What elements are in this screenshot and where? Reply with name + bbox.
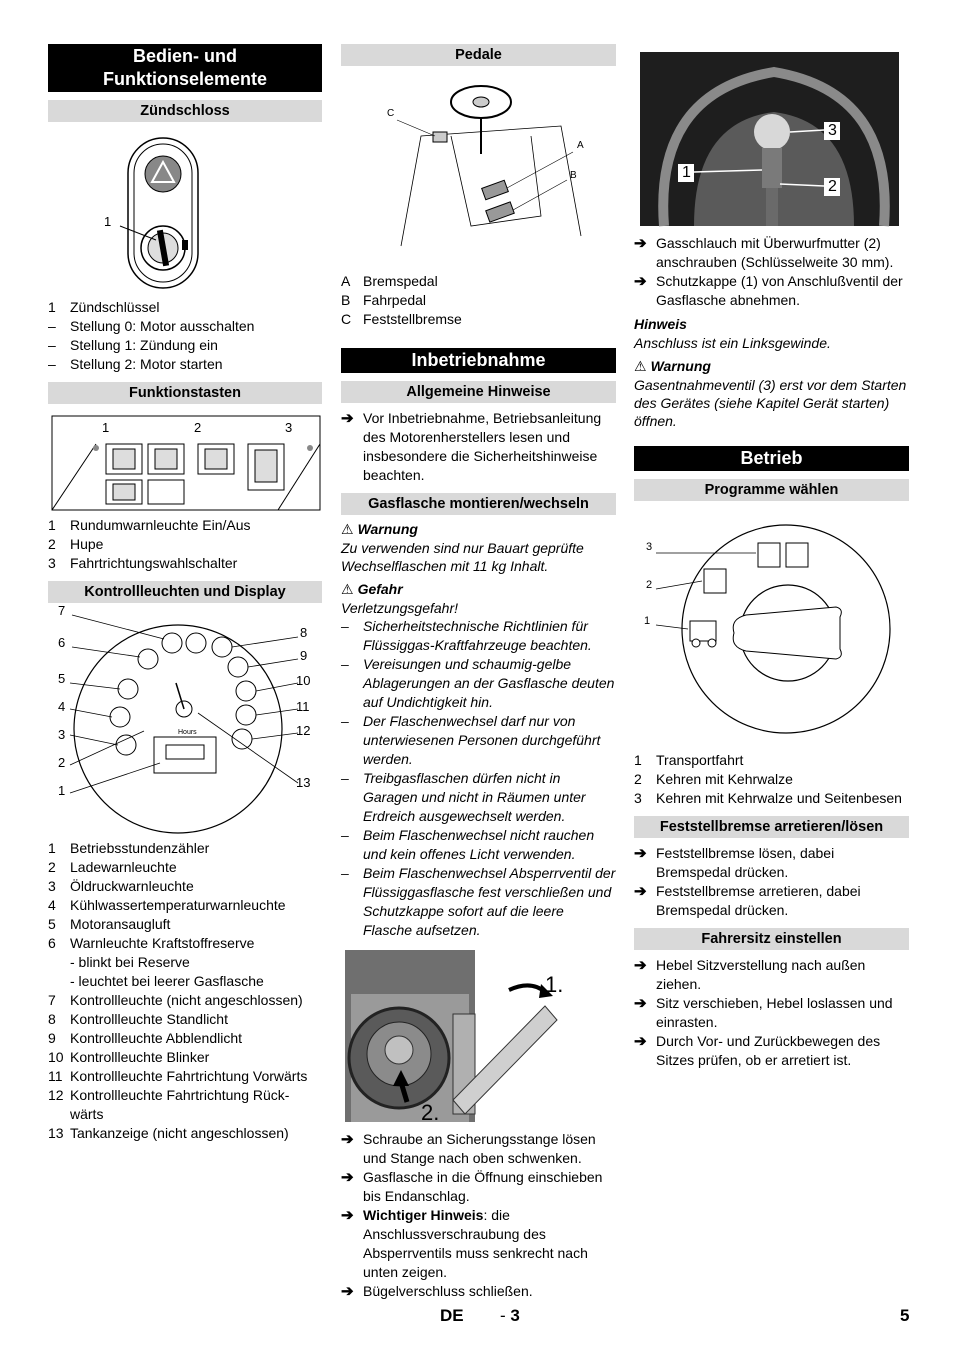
- list-item-marker: 2: [48, 859, 56, 875]
- list-item: [341, 1168, 616, 1206]
- fig-label: 1: [58, 783, 66, 798]
- list-item-marker: 1: [48, 299, 56, 315]
- list-item: [341, 864, 616, 940]
- list-item-text: Kontrollleuchte (nicht angeschlossen): [70, 992, 303, 1008]
- list-item: [634, 844, 909, 882]
- fig-label: 13: [296, 775, 311, 790]
- list-item-marker: –: [48, 337, 56, 353]
- list-item: [341, 409, 616, 485]
- list-item-text: Gasschlauch mit Überwurfmutter (2) anschrauben (Schlüsselweite 30 mm).: [656, 235, 894, 270]
- list-item-text: Stellung 0: Motor ausschalten: [70, 318, 255, 334]
- heading-zuendschloss: Zündschloss: [48, 100, 322, 122]
- list-item-marker: 12: [48, 1087, 64, 1103]
- list-item-marker: 2: [48, 536, 56, 552]
- list-pedale: [341, 272, 616, 329]
- list-item: [48, 535, 322, 554]
- fig-label: 2: [194, 420, 202, 435]
- heading-feststellbremse: Feststellbremse arretieren/lösen: [634, 816, 909, 838]
- list-item-marker: –: [341, 827, 349, 843]
- list-item: [634, 234, 909, 272]
- list-item-text: Fahrpedal: [363, 292, 427, 308]
- figure-pedale: [341, 66, 616, 272]
- list-item-text: Fahrtrichtungswahlschalter: [70, 555, 238, 571]
- list-item: [341, 291, 616, 310]
- list-item-text: Gasflasche in die Öffnung einschieben bis Endanschlag.: [363, 1169, 603, 1204]
- list-item: [634, 770, 909, 789]
- program-selector-illustration: [634, 501, 909, 751]
- list-item-marker: ➔: [634, 995, 647, 1012]
- fig-label: 3: [58, 727, 66, 742]
- list-item-text: Hupe: [70, 536, 104, 552]
- list-item-text: Schraube an Sicherungsstange lösen und Stange nach oben schwenken.: [363, 1131, 596, 1166]
- list-item-text: Kontrollleuchte Blinker: [70, 1049, 210, 1065]
- section-title-inbetriebnahme: Inbetriebnahme: [341, 348, 616, 373]
- heading-gasflasche: Gasflasche montieren/wechseln: [341, 493, 616, 515]
- warning-text: Zu verwenden sind nur Bauart geprüfte Wechselflaschen mit 11 kg Inhalt.: [341, 540, 584, 574]
- heading-funktionstasten: Funktionstasten: [48, 382, 322, 404]
- list-item-marker: –: [48, 318, 56, 334]
- list-item-marker: –: [341, 656, 349, 672]
- list-item: [48, 1029, 322, 1048]
- heading-kontrollleuchten: Kontrollleuchten und Display: [48, 581, 322, 603]
- heading-allgemeine-hinweise: Allgemeine Hinweise: [341, 381, 616, 403]
- list-item-marker: ➔: [634, 273, 647, 290]
- list-item: [341, 272, 616, 291]
- fig-label: 1: [104, 214, 112, 229]
- list-item-text: Vereisungen und schaumig-gelbe Ablagerungen an der Gasflasche deuten auf Undichtigkeit hin.: [363, 656, 615, 710]
- figure-valve-photo: [634, 52, 909, 234]
- column-1: [48, 44, 322, 1143]
- list-item-text: Beim Flaschenwechsel Absperrventil der Flüssiggasflasche fest verschließen und Schutzkappe sofort auf die leere Flasche aufsetzen.: [363, 865, 616, 938]
- footer-page: [500, 1306, 520, 1326]
- list-item: [48, 1048, 322, 1067]
- column-3: [634, 44, 909, 1070]
- hint-text: Anschluss ist ein Linksgewinde.: [634, 335, 831, 351]
- photo-label: 3: [828, 122, 837, 139]
- footer-page-prefix: -: [500, 1306, 511, 1325]
- list-item-text: Feststellbremse: [363, 311, 462, 327]
- list-item-text: Rundumwarnleuchte Ein/Aus: [70, 517, 251, 533]
- pedals-illustration: [341, 66, 616, 272]
- list-item-text: Bügelverschluss schließen.: [363, 1283, 533, 1299]
- list-gasflasche-steps: [341, 1130, 616, 1301]
- list-item-text: Ladewarnleuchte: [70, 859, 177, 875]
- list-item: [48, 896, 322, 915]
- list-zuendschloss: [48, 298, 322, 374]
- list-item-marker: C: [341, 311, 352, 327]
- list-item: [48, 972, 322, 991]
- list-item-marker: 7: [48, 992, 56, 1008]
- list-fahrersitz: [634, 956, 909, 1070]
- list-item: [48, 915, 322, 934]
- list-item-marker: 1: [634, 752, 642, 768]
- figure-zuendschloss: [48, 122, 322, 298]
- list-item-marker: 1: [48, 840, 56, 856]
- fig-label: 3: [285, 420, 293, 435]
- list-item: [634, 272, 909, 310]
- fig-label: 1: [644, 615, 651, 627]
- list-item: [634, 956, 909, 994]
- list-item-text: Feststellbremse arretieren, dabei Bremspedal drücken.: [656, 883, 861, 918]
- fig-label: 8: [300, 625, 308, 640]
- fig-label: 7: [58, 603, 66, 618]
- heading-programme: Programme wählen: [634, 479, 909, 501]
- warning-title: [634, 356, 909, 376]
- list-item: [634, 789, 909, 808]
- list-item-text: Kühlwassertemperaturwarnleuchte: [70, 897, 286, 913]
- figure-kontrollleuchten: [48, 603, 322, 839]
- list-item-marker: ➔: [634, 883, 647, 900]
- list-item-text: Sicherheitstechnische Richtlinien für Flüssiggas-Kraftfahrzeuge beachten.: [363, 618, 592, 653]
- fig-label: 1: [102, 420, 110, 435]
- list-item-text: Kehren mit Kehrwalze und Seitenbesen: [656, 790, 902, 806]
- list-item-marker: 3: [48, 555, 56, 571]
- list-item-marker: ➔: [634, 845, 647, 862]
- list-item-marker: 3: [634, 790, 642, 806]
- list-item: [48, 1067, 322, 1086]
- list-item: [341, 310, 616, 329]
- danger-title: [341, 579, 616, 599]
- list-item-marker: ➔: [341, 1169, 354, 1186]
- list-item: [48, 858, 322, 877]
- list-item-text: Schutzkappe (1) von Anschlußventil der Gasflasche abnehmen.: [656, 273, 903, 308]
- valve-photo: [634, 52, 909, 234]
- list-item-marker: [48, 953, 70, 972]
- warning-label: Warnung: [357, 521, 418, 537]
- list-programme: [634, 751, 909, 808]
- gas-bottle-photo: [341, 950, 616, 1126]
- list-item: [634, 751, 909, 770]
- warning-label: Warnung: [650, 358, 711, 374]
- fig-label: 6: [58, 635, 66, 650]
- list-item-marker: ➔: [634, 1033, 647, 1050]
- list-item: [48, 336, 322, 355]
- list-item-marker: –: [341, 618, 349, 634]
- list-item: [341, 1206, 616, 1282]
- fig-label: 3: [646, 541, 653, 553]
- list-item-rest: : die Anschlussverschraubung des Absperrventils muss senkrecht nach unten zeigen.: [363, 1207, 588, 1280]
- list-item-marker: 2: [634, 771, 642, 787]
- list-item: [341, 769, 616, 826]
- list-item-text: Kontrollleuchte Fahrtrichtung Rück-wärts: [70, 1087, 290, 1122]
- warning-icon: ⚠: [341, 521, 354, 537]
- fig-label: 11: [296, 699, 310, 714]
- warning-text: Gasentnahmeventil (3) erst vor dem Starten des Gerätes (siehe Kapitel Gerät starten) öffnen.: [634, 377, 907, 429]
- list-item-text: Feststellbremse lösen, dabei Bremspedal drücken.: [656, 845, 835, 880]
- list-valve-steps: [634, 234, 909, 310]
- list-item: [48, 839, 322, 858]
- footer-page-number: 3: [510, 1306, 520, 1325]
- list-item: [48, 934, 322, 953]
- list-item-text: Kontrollleuchte Abblendlicht: [70, 1030, 243, 1046]
- photo-label: 1.: [545, 972, 564, 997]
- list-item: [341, 826, 616, 864]
- list-item-text: Treibgasflaschen dürfen nicht in Garagen und nicht in Räumen unter Erdreich ausgewechselt werden.: [363, 770, 586, 824]
- hours-label: Hours: [178, 729, 197, 736]
- list-item-marker: A: [341, 273, 351, 289]
- fig-label: 10: [296, 673, 311, 688]
- list-item-text: Öldruckwarnleuchte: [70, 878, 194, 894]
- list-item-marker: 5: [48, 916, 56, 932]
- list-item-emphasis: Wichtiger Hinweis: [363, 1207, 484, 1223]
- danger-text: Verletzungsgefahr!: [341, 600, 458, 616]
- list-funktionstasten: [48, 516, 322, 573]
- instrument-panel-illustration: [48, 603, 322, 839]
- list-item-marker: ➔: [341, 1283, 354, 1300]
- list-item-text: Kontrollleuchte Fahrtrichtung Vorwärts: [70, 1068, 308, 1084]
- list-item-marker: 11: [48, 1068, 63, 1084]
- list-item: [341, 617, 616, 655]
- list-item-marker: 9: [48, 1030, 56, 1046]
- list-item: [48, 317, 322, 336]
- list-item-text: Der Flaschenwechsel darf nur von unterwiesenen Personen durchgeführt werden.: [363, 713, 601, 767]
- list-item: [341, 655, 616, 712]
- list-item-marker: ➔: [634, 957, 647, 974]
- fig-label: 2: [58, 755, 66, 770]
- figure-gasflasche-photo: [341, 950, 616, 1126]
- list-item-marker: –: [341, 713, 349, 729]
- list-danger: [341, 617, 616, 940]
- list-item: [48, 1010, 322, 1029]
- list-item: [48, 1124, 322, 1143]
- list-item: [48, 355, 322, 374]
- ignition-lock-illustration: [48, 122, 322, 298]
- list-item-text: Motoransaugluft: [70, 916, 171, 932]
- fig-label: 4: [58, 699, 66, 714]
- fig-label: A: [577, 140, 584, 151]
- list-item: [48, 877, 322, 896]
- list-item-text: Stellung 1: Zündung ein: [70, 337, 218, 353]
- list-item: [634, 994, 909, 1032]
- heading-pedale: Pedale: [341, 44, 616, 66]
- list-item: [48, 991, 322, 1010]
- list-item-marker: 1: [48, 517, 56, 533]
- list-item-marker: 8: [48, 1011, 56, 1027]
- column-2: [341, 44, 616, 1301]
- list-item-marker: 6: [48, 935, 56, 951]
- fig-label: C: [387, 108, 395, 119]
- list-item-text: Betriebsstundenzähler: [70, 840, 210, 856]
- photo-label: 2.: [421, 1100, 440, 1125]
- list-item-text: Warnleuchte Kraftstoffreserve: [70, 935, 255, 951]
- list-item: [48, 298, 322, 317]
- list-item: [634, 882, 909, 920]
- warning-icon: ⚠: [634, 358, 647, 374]
- fig-label: 2: [646, 579, 653, 591]
- list-item-marker: ➔: [634, 235, 647, 252]
- fig-label: 9: [300, 648, 308, 663]
- list-item-text: Sitz verschieben, Hebel loslassen und einrasten.: [656, 995, 893, 1030]
- list-item-marker: [48, 972, 70, 991]
- list-item-text: Vor Inbetriebnahme, Betriebsanleitung des Motorenherstellers lesen und insbesondere die Sicherheitshinweise beachten.: [363, 410, 602, 483]
- hint-title: Hinweis: [634, 316, 687, 332]
- list-feststellbremse: [634, 844, 909, 920]
- photo-label: 1: [682, 164, 691, 181]
- footer-total-page: 5: [900, 1306, 910, 1325]
- list-item-marker: ➔: [341, 1131, 354, 1148]
- list-item-text: Kontrollleuchte Standlicht: [70, 1011, 228, 1027]
- list-item-marker: B: [341, 292, 351, 308]
- footer-language: DE: [440, 1306, 464, 1325]
- list-item-text: Hebel Sitzverstellung nach außen ziehen.: [656, 957, 866, 992]
- list-item-text: [363, 1206, 616, 1282]
- list-item: [48, 1086, 322, 1124]
- list-item: [48, 953, 322, 972]
- list-item-marker: –: [48, 356, 56, 372]
- section-title-betrieb: Betrieb: [634, 446, 909, 471]
- list-item: [341, 1130, 616, 1168]
- list-item-text: Stellung 2: Motor starten: [70, 356, 223, 372]
- list-item-text: Bremspedal: [363, 273, 438, 289]
- list-item-text: Zündschlüssel: [70, 299, 160, 315]
- list-item-marker: 3: [48, 878, 56, 894]
- danger-label: Gefahr: [357, 581, 403, 597]
- function-keys-illustration: [48, 404, 322, 516]
- figure-funktionstasten: [48, 404, 322, 516]
- fig-label: B: [570, 170, 577, 181]
- list-item-text: - leuchtet bei leerer Gasflasche: [70, 973, 264, 989]
- list-item-text: Beim Flaschenwechsel nicht rauchen und kein offenes Licht verwenden.: [363, 827, 595, 862]
- fig-label: 5: [58, 671, 66, 686]
- photo-label: 2: [828, 178, 837, 195]
- list-item-text: Durch Vor- und Zurückbewegen des Sitzes prüfen, ob er arretiert ist.: [656, 1033, 881, 1068]
- list-kontrollleuchten: [48, 839, 322, 1143]
- warning-icon: ⚠: [341, 581, 354, 597]
- list-item: [341, 712, 616, 769]
- fig-label: 12: [296, 723, 311, 738]
- list-item-marker: ➔: [341, 1207, 354, 1224]
- heading-fahrersitz: Fahrersitz einstellen: [634, 928, 909, 950]
- list-item-marker: 10: [48, 1049, 64, 1065]
- list-item: [48, 516, 322, 535]
- list-item-text: Kehren mit Kehrwalze: [656, 771, 793, 787]
- section-title-bedienelemente: Bedien- und Funktionselemente: [48, 44, 322, 92]
- list-item: [634, 1032, 909, 1070]
- figure-programme: [634, 501, 909, 751]
- list-item-text: - blinkt bei Reserve: [70, 954, 190, 970]
- list-item-marker: –: [341, 865, 349, 881]
- list-item-marker: ➔: [341, 410, 354, 427]
- list-item-text: Transportfahrt: [656, 752, 744, 768]
- list-item: [48, 554, 322, 573]
- list-allgemeine-hinweise: [341, 409, 616, 485]
- list-item-marker: –: [341, 770, 349, 786]
- list-item-text: Tankanzeige (nicht angeschlossen): [70, 1125, 289, 1141]
- list-item-marker: 13: [48, 1125, 64, 1141]
- list-item: [341, 1282, 616, 1301]
- list-item-marker: 4: [48, 897, 56, 913]
- warning-title: [341, 519, 616, 539]
